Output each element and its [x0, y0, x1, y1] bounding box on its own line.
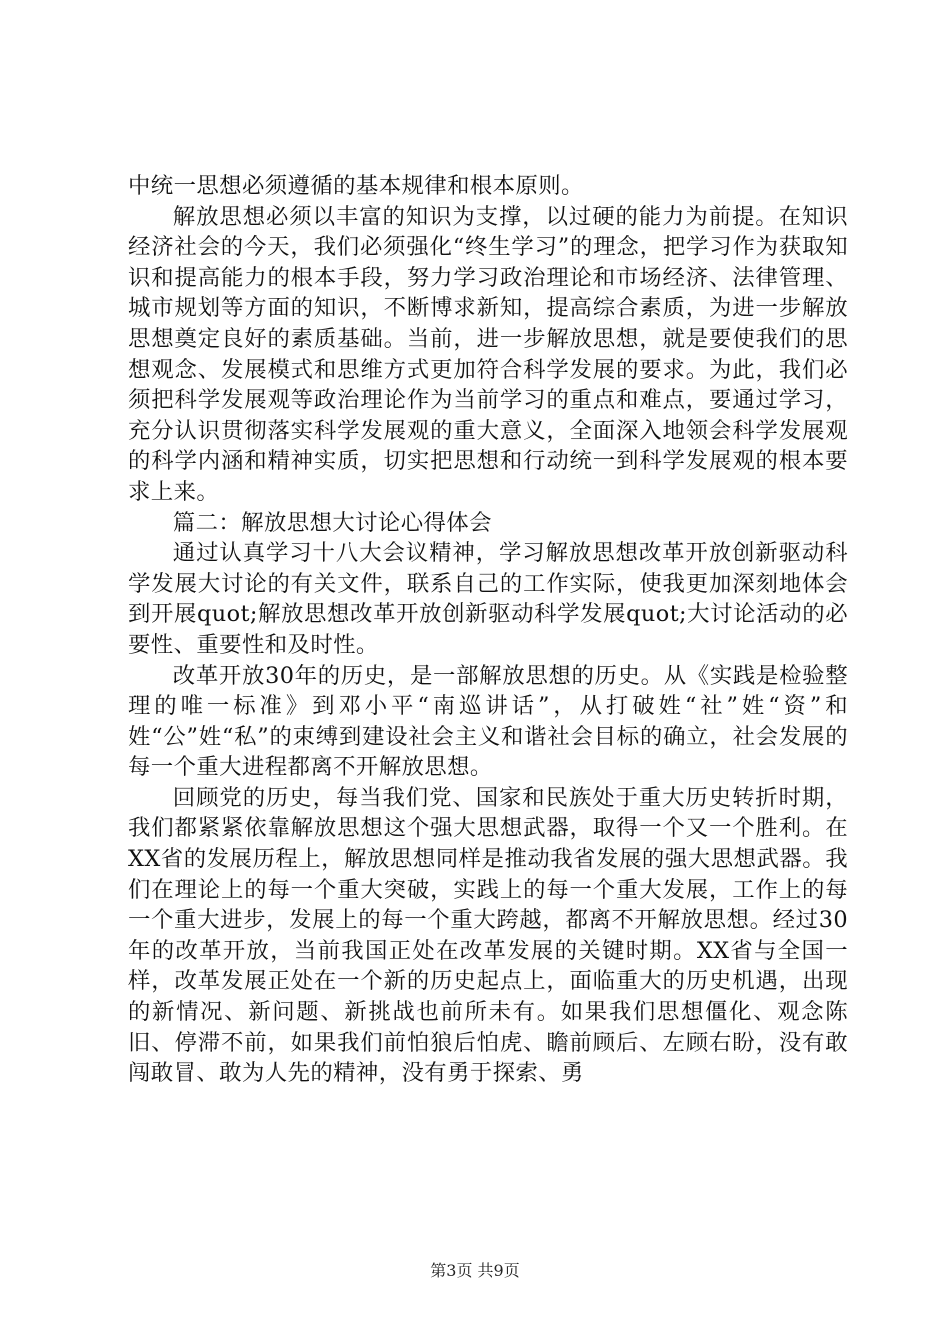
paragraph-1: 中统一思想必须遵循的基本规律和根本原则。: [128, 173, 584, 199]
section-heading: 篇二：解放思想大讨论心得体会: [172, 509, 492, 536]
paragraph-3: 通过认真学习十八大会议精神，学习解放思想改革开放创新驱动科学发展大讨论的有关文件，联系自己的工作实际，使我更加深刻地体会到开展quot;解放思想改革开放创新驱动科学发展quot;大讨论活动的必要性、重要性和及时性。: [128, 540, 848, 658]
paragraph-5: 回顾党的历史，每当我们党、国家和民族处于重大历史转折时期，我们都紧紧依靠解放思想这个强大思想武器，取得一个又一个胜利。在XX省的发展历程上，解放思想同样是推动我省发展的强大思想武器。我们在理论上的每一个重大突破，实践上的每一个重大发展，工作上的每一个重大进步，发展上的每一个重大跨越，都离不开解放思想。经过30年的改革开放，当前我国正处在改革发展的关键时期。XX省与全国一样，改革发展正处在一个新的历史起点上，面临重大的历史机遇，出现的新情况、新问题、新挑战也前所未有。如果我们思想僵化、观念陈旧、停滞不前，如果我们前怕狼后怕虎、瞻前顾后、左顾右盼，没有敢闯敢冒、敢为人先的精神，没有勇于探索、勇: [128, 784, 848, 1087]
page-footer: 第3页 共9页: [430, 1261, 520, 1280]
paragraph-2: 解放思想必须以丰富的知识为支撑，以过硬的能力为前提。在知识经济社会的今天，我们必须强化“终生学习”的理念，把学习作为获取知识和提高能力的根本手段，努力学习政治理论和市场经济、法律管理、城市规划等方面的知识，不断博求新知，提高综合素质，为进一步解放思想奠定良好的素质基础。当前，进一步解放思想，就是要使我们的思想观念、发展模式和思维方式更加符合科学发展的要求。为此，我们必须把科学发展观等政治理论作为当前学习的重点和难点，要通过学习，充分认识贯彻落实科学发展观的重大意义，全面深入地领会科学发展观的科学内涵和精神实质，切实把思想和行动统一到科学发展观的根本要求上来。: [128, 203, 848, 505]
document-body: [128, 171, 848, 1089]
paragraph-4: 改革开放30年的历史，是一部解放思想的历史。从《实践是检验整理的唯一标准》到邓小平“南巡讲话”，从打破姓“社”姓“资”和姓“公”姓“私”的束缚到建设社会主义和谐社会目标的确立，社会发展的每一个重大进程都离不开解放思想。: [128, 662, 848, 781]
